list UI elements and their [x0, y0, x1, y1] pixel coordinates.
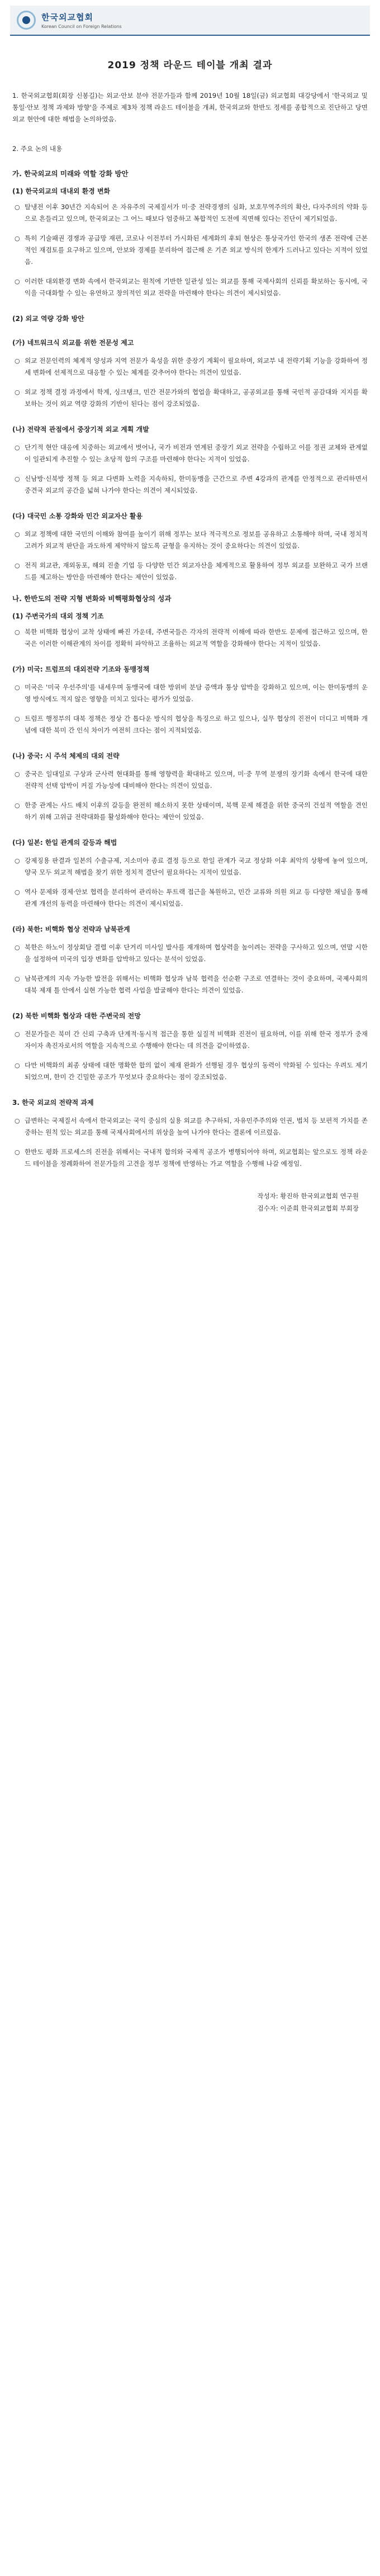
bullet-text: 단기적 현안 대응에 치중하는 외교에서 벗어나, 국가 비전과 연계된 중장기 외교 전략을 수립하고 이를 정권 교체와 관계없이 일관되게 추진할 수 있는 초당적 합의 구조를 마련해야 한다는 지적이 있었음.	[25, 443, 368, 463]
document-title: 2019 정책 라운드 테이블 개최 결과	[107, 60, 273, 71]
bullet-text: 다만 비핵화의 최종 상태에 대한 명확한 합의 없이 제재 완화가 선행될 경우 협상의 동력이 약화될 수 있다는 우려도 제기되었으며, 한미 간 긴밀한 공조가 무엇보다 중요하다는 점이 강조되었음.	[25, 1061, 368, 1081]
bullet-circle-icon: ○	[15, 1031, 20, 1038]
bullet-list	[12, 768, 368, 823]
bullet-item	[12, 201, 368, 225]
bullet-circle-icon: ○	[15, 802, 20, 809]
bullet-circle-icon: ○	[15, 531, 20, 538]
bullet-item	[12, 855, 368, 878]
bullet-text: 북한은 하노이 정상회담 결렬 이후 단거리 미사일 발사를 재개하며 협상력을 높이려는 전략을 구사하고 있으며, 연말 시한을 설정하여 미국의 입장 변화를 압박하고 있다는 분석이 있었음.	[25, 943, 368, 963]
section-heading: (가) 미국: 트럼프의 대외전략 기조와 동맹정책	[12, 665, 150, 673]
bullet-text: 외교 전문인력의 체계적 양성과 지역 전문가 육성을 위한 중장기 계획이 필요하며, 외교부 내 전략기획 기능을 강화하여 정세 변화에 선제적으로 대응할 수 있는 체계를 갖추어야 한다는 의견이 있었음.	[25, 357, 368, 376]
section-heading: (다) 일본: 한일 관계의 갈등과 해법	[12, 839, 117, 847]
bullet-list	[12, 855, 368, 910]
bullet-item	[12, 682, 368, 705]
bullet-list	[12, 201, 368, 299]
bullet-circle-icon: ○	[15, 1062, 20, 1069]
bullet-item	[12, 473, 368, 497]
bullet-circle-icon: ○	[15, 204, 20, 211]
bullet-item	[12, 713, 368, 736]
bullet-circle-icon: ○	[15, 389, 20, 396]
bullet-item	[12, 800, 368, 823]
bullet-text: 신남방·신북방 정책 등 외교 다변화 노력을 지속하되, 한미동맹을 근간으로 주변 4강과의 관계를 안정적으로 관리하면서 중견국 외교의 공간을 넓혀 나가야 한다는 의견이 제시되었음.	[25, 475, 368, 494]
bullet-circle-icon: ○	[15, 1117, 20, 1124]
bullet-item	[12, 1146, 368, 1170]
bullet-text: 북한 비핵화 협상이 교착 상태에 빠진 가운데, 주변국들은 각자의 전략적 이해에 따라 한반도 문제에 접근하고 있으며, 한국은 이러한 이해관계의 차이를 정확히 파악하고 조율하는 외교적 역할을 강화해야 한다는 지적이 있었음.	[25, 628, 368, 647]
report-body	[10, 168, 370, 1170]
org-name-ko: 한국외교협회	[41, 12, 93, 22]
bullet-circle-icon: ○	[15, 278, 20, 285]
org-name-en: Korean Council on Foreign Relations	[41, 24, 122, 29]
bullet-circle-icon: ○	[15, 444, 20, 451]
bullet-text: 남북관계의 지속 가능한 발전을 위해서는 비핵화 협상과 남북 협력을 선순환 구조로 연결하는 것이 중요하며, 국제사회의 대북 제재 틀 안에서 실현 가능한 협력 사업을 발굴해야 한다는 의견이 있었음.	[25, 975, 368, 994]
section-heading: (가) 네트워크식 외교를 위한 전문성 제고	[12, 339, 134, 347]
section-heading: 3. 한국 외교의 전략적 과제	[12, 1099, 94, 1107]
bullet-text: 탈냉전 이후 30년간 지속되어 온 자유주의 국제질서가 미·중 전략경쟁의 심화, 보호무역주의의 확산, 다자주의의 약화 등으로 흔들리고 있으며, 한국외교는 그 어느 때보다 엄중하고 복합적인 도전에 직면해 있다는 진단이 제기되었음.	[25, 203, 368, 223]
bullet-text: 한중 관계는 사드 배치 이후의 갈등을 완전히 해소하지 못한 상태이며, 북핵 문제 해결을 위한 중국의 건설적 역할을 견인하기 위해 고위급 전략대화를 활성화해야 한다는 제안이 있었음.	[25, 801, 368, 821]
section-heading: (나) 중국: 시 주석 체제의 대외 전략	[12, 752, 120, 760]
bullet-text: 중국은 일대일로 구상과 군사력 현대화를 통해 영향력을 확대하고 있으며, 미·중 무역 분쟁의 장기화 속에서 한국에 대한 전략적 선택 압박이 커질 가능성에 대비해야 한다는 의견이 있었음.	[25, 770, 368, 790]
bullet-list	[12, 528, 368, 583]
bullet-text: 전직 외교관, 재외동포, 해외 진출 기업 등 다양한 민간 외교자산을 체계적으로 활용하여 정부 외교를 보완하고 국가 브랜드를 제고하는 방안을 마련해야 한다는 제안이 있었음.	[25, 561, 368, 581]
bullet-list	[12, 355, 368, 410]
bullet-text: 트럼프 행정부의 대북 정책은 정상 간 톱다운 방식의 협상을 특징으로 하고 있으나, 실무 협상의 진전이 더디고 비핵화 개념에 대한 북미 간 인식 차이가 여전히 크다는 점이 지적되었음.	[25, 715, 368, 734]
bullet-text: 미국은 '미국 우선주의'를 내세우며 동맹국에 대한 방위비 분담 증액과 통상 압박을 강화하고 있으며, 이는 한미동맹의 운영 방식에도 적지 않은 영향을 미치고 있다는 평가가 있었음.	[25, 683, 368, 703]
bullet-list	[12, 1115, 368, 1170]
bullet-text: 역사 문제와 경제·안보 협력을 분리하여 관리하는 투트랙 접근을 복원하고, 민간 교류와 의원 외교 등 다양한 채널을 통해 관계 개선의 동력을 마련해야 한다는 의견이 제시되었음.	[25, 888, 368, 907]
bullet-circle-icon: ○	[15, 888, 20, 896]
author-footer	[10, 1190, 370, 1214]
section-heading: (다) 대국민 소통 강화와 민간 외교자산 활용	[12, 512, 143, 520]
org-logo-text	[41, 11, 122, 29]
section-heading: (나) 전략적 관점에서 중장기적 외교 계획 개발	[12, 426, 149, 433]
section-heading: (1) 한국외교의 대내외 환경 변화	[12, 187, 111, 195]
part-heading: 가. 한국외교의 미래와 역할 강화 방안	[12, 169, 129, 178]
bullet-list	[12, 682, 368, 736]
section-heading: (라) 북한: 비핵화 협상 전략과 남북관계	[12, 925, 130, 933]
section-heading: (2) 북한 비핵화 협상과 대한 주변국의 전망	[12, 1012, 141, 1020]
org-header	[10, 6, 370, 36]
bullet-circle-icon: ○	[15, 562, 20, 569]
bullet-list	[12, 626, 368, 650]
bullet-text: 외교 정책 결정 과정에서 학계, 싱크탱크, 민간 전문가와의 협업을 확대하고, 공공외교를 통해 국민적 공감대와 지지를 확보하는 것이 외교 역량 강화의 기반이 된다는 점이 강조되었음.	[25, 388, 368, 408]
bullet-item	[12, 560, 368, 583]
bullet-circle-icon: ○	[15, 715, 20, 722]
document-page	[0, 0, 380, 1231]
bullet-item	[12, 1115, 368, 1138]
bullet-text: 급변하는 국제질서 속에서 한국외교는 국익 중심의 실용 외교를 추구하되, 자유민주주의와 인권, 법치 등 보편적 가치를 존중하는 원칙 있는 외교를 통해 국제사회에서의 위상을 높여 나가야 한다는 결론에 이르렀음.	[25, 1117, 368, 1136]
org-logo-icon	[17, 11, 36, 30]
bullet-list	[12, 1028, 368, 1083]
bullet-item	[12, 276, 368, 299]
bullet-text: 특히 기술패권 경쟁과 공급망 재편, 코로나 이전부터 가시화된 세계화의 후퇴 현상은 통상국가인 한국의 생존 전략에 근본적인 재검토를 요구하고 있으며, 안보와 경제를 분리하여 접근해 온 기존 외교 방식의 한계가 드러나고 있다는 지적이 있었음.	[25, 234, 368, 266]
bullet-text: 이러한 대외환경 변화 속에서 한국외교는 원칙에 기반한 일관성 있는 외교를 통해 국제사회의 신뢰를 확보하는 동시에, 국익을 극대화할 수 있는 유연하고 창의적인 외교 전략을 마련해야 한다는 의견이 제시되었음.	[25, 277, 368, 297]
bullet-item	[12, 768, 368, 792]
bullet-circle-icon: ○	[15, 857, 20, 864]
bullet-item	[12, 442, 368, 465]
bullet-circle-icon: ○	[15, 975, 20, 982]
intro-paragraph: 1. 한국외교협회(회장 신봉길)는 외교·안보 분야 전문가들과 함께 2019년 10월 18일(금) 외교협회 대강당에서 '한국외교 및 통일·안보 정책 과제와 방향'을 주제로 제3차 정책 라운드 테이블을 개최, 한국외교와 한반도 정세를 종합적으로 진단하고 당면 외교 현안에 대한 해법을 논의하였음.	[12, 92, 368, 123]
bullet-list	[12, 442, 368, 497]
bullet-circle-icon: ○	[15, 944, 20, 951]
bullet-item	[12, 386, 368, 410]
bullet-text: 전문가들은 북미 간 신뢰 구축과 단계적·동시적 접근을 통한 실질적 비핵화 진전이 필요하며, 이를 위해 한국 정부가 중재자이자 촉진자로서의 역할을 지속적으로 수행해야 한다는 데 의견을 같이하였음.	[25, 1030, 368, 1050]
bullet-item	[12, 528, 368, 552]
part-heading: 나. 한반도의 전략 지형 변화와 비핵평화협상의 성과	[12, 594, 172, 603]
bullet-circle-icon: ○	[15, 771, 20, 778]
bullet-text: 강제징용 판결과 일본의 수출규제, 지소미아 종료 결정 등으로 한일 관계가 국교 정상화 이후 최악의 상황에 놓여 있으며, 양국 모두 외교적 해법을 찾기 위한 정치적 결단이 필요하다는 지적이 있었음.	[25, 857, 368, 876]
bullet-text: 외교 정책에 대한 국민의 이해와 참여를 높이기 위해 정부는 보다 적극적으로 정보를 공유하고 소통해야 하며, 국내 정치적 고려가 외교적 판단을 과도하게 제약하지 않도록 균형을 유지하는 것이 중요하다는 의견이 있었음.	[25, 530, 368, 550]
bullet-text: 한반도 평화 프로세스의 진전을 위해서는 국내적 합의와 국제적 공조가 병행되어야 하며, 외교협회는 앞으로도 정책 라운드 테이블을 정례화하여 전문가들의 고견을 정부 정책에 반영하는 가교 역할을 수행해 나갈 예정임.	[25, 1148, 368, 1168]
bullet-item	[12, 1060, 368, 1083]
agenda-label: 2. 주요 논의 내용	[12, 145, 63, 153]
bullet-circle-icon: ○	[15, 1148, 20, 1156]
bullet-item	[12, 1028, 368, 1052]
bullet-item	[12, 626, 368, 650]
bullet-list	[12, 942, 368, 996]
bullet-circle-icon: ○	[15, 475, 20, 483]
bullet-circle-icon: ○	[15, 628, 20, 636]
author-line: 작성자: 황진하 한국외교협회 연구원	[257, 1192, 359, 1200]
bullet-item	[12, 886, 368, 910]
bullet-item	[12, 942, 368, 965]
bullet-item	[12, 233, 368, 268]
bullet-item	[12, 355, 368, 379]
bullet-circle-icon: ○	[15, 235, 20, 242]
bullet-circle-icon: ○	[15, 684, 20, 691]
reviewer-line: 검수자: 이준희 한국외교협회 부회장	[257, 1204, 359, 1212]
bullet-item	[12, 973, 368, 996]
section-heading: (2) 외교 역량 강화 방안	[12, 315, 84, 323]
section-heading: (1) 주변국가의 대외 정책 기조	[12, 612, 104, 620]
bullet-circle-icon: ○	[15, 357, 20, 365]
